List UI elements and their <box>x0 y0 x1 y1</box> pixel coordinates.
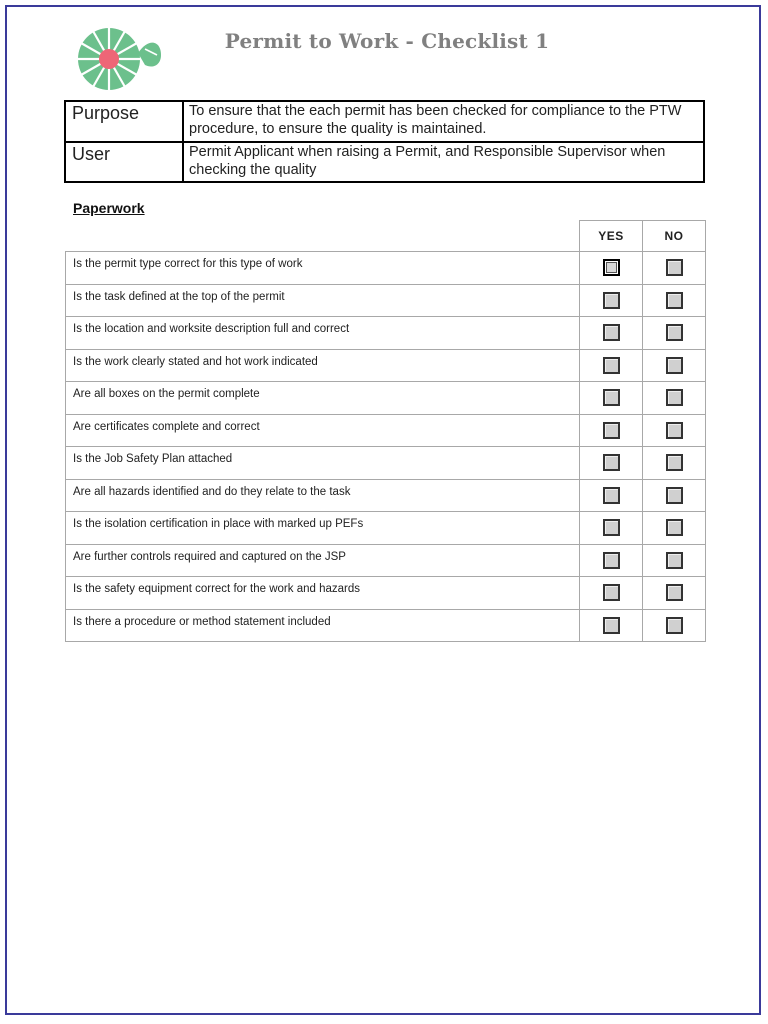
question-text: Is the permit type correct for this type of work <box>66 252 580 285</box>
yes-checkbox[interactable] <box>603 324 620 341</box>
question-text: Is the task defined at the top of the permit <box>66 284 580 317</box>
checklist-row <box>66 609 706 642</box>
yes-cell <box>580 544 643 577</box>
no-checkbox[interactable] <box>666 357 683 374</box>
document-page <box>5 5 761 1015</box>
no-checkbox[interactable] <box>666 487 683 504</box>
no-column-header: NO <box>643 221 706 252</box>
question-text: Is there a procedure or method statement included <box>66 609 580 642</box>
no-cell <box>643 382 706 415</box>
checklist-body <box>66 252 706 642</box>
checklist-row <box>66 252 706 285</box>
question-text: Is the safety equipment correct for the work and hazards <box>66 577 580 610</box>
question-text: Are further controls required and captured on the JSP <box>66 544 580 577</box>
purpose-row <box>65 101 704 142</box>
checklist-row <box>66 414 706 447</box>
no-cell <box>643 349 706 382</box>
yes-cell <box>580 252 643 285</box>
no-cell <box>643 317 706 350</box>
no-checkbox[interactable] <box>666 259 683 276</box>
yes-checkbox[interactable] <box>603 422 620 439</box>
yes-cell <box>580 382 643 415</box>
checklist-table <box>65 220 706 642</box>
info-table <box>64 100 705 183</box>
yes-checkbox[interactable] <box>603 389 620 406</box>
no-checkbox[interactable] <box>666 389 683 406</box>
checklist-row <box>66 284 706 317</box>
yes-cell <box>580 317 643 350</box>
question-text: Are all boxes on the permit complete <box>66 382 580 415</box>
no-checkbox[interactable] <box>666 292 683 309</box>
no-checkbox[interactable] <box>666 552 683 569</box>
user-row <box>65 142 704 182</box>
no-cell <box>643 544 706 577</box>
company-logo <box>71 21 161 93</box>
yes-column-header: YES <box>580 221 643 252</box>
yes-cell <box>580 284 643 317</box>
user-label: User <box>65 142 183 182</box>
user-text: Permit Applicant when raising a Permit, and Responsible Supervisor when checking the quality <box>183 142 704 182</box>
no-checkbox[interactable] <box>666 422 683 439</box>
no-cell <box>643 284 706 317</box>
yes-checkbox[interactable] <box>603 292 620 309</box>
question-text: Is the isolation certification in place with marked up PEFs <box>66 512 580 545</box>
yes-cell <box>580 577 643 610</box>
yes-cell <box>580 609 643 642</box>
checklist-row <box>66 382 706 415</box>
no-cell <box>643 479 706 512</box>
yes-cell <box>580 414 643 447</box>
no-cell <box>643 512 706 545</box>
no-cell <box>643 609 706 642</box>
question-text: Are certificates complete and correct <box>66 414 580 447</box>
yes-checkbox[interactable] <box>603 357 620 374</box>
question-text: Is the Job Safety Plan attached <box>66 447 580 480</box>
yes-cell <box>580 512 643 545</box>
no-cell <box>643 252 706 285</box>
yes-cell <box>580 479 643 512</box>
checklist-row <box>66 544 706 577</box>
no-checkbox[interactable] <box>666 584 683 601</box>
no-checkbox[interactable] <box>666 324 683 341</box>
checklist-row <box>66 479 706 512</box>
purpose-text: To ensure that the each permit has been checked for compliance to the PTW procedure, to ensure the quality is maintained. <box>183 101 704 142</box>
checklist-row <box>66 447 706 480</box>
yes-cell <box>580 447 643 480</box>
checklist-row <box>66 512 706 545</box>
yes-checkbox[interactable] <box>603 454 620 471</box>
yes-checkbox[interactable] <box>603 617 620 634</box>
question-column-header <box>66 221 580 252</box>
question-text: Is the location and worksite description full and correct <box>66 317 580 350</box>
yes-checkbox[interactable] <box>603 584 620 601</box>
no-checkbox[interactable] <box>666 519 683 536</box>
checklist-row <box>66 577 706 610</box>
yes-checkbox[interactable] <box>603 487 620 504</box>
section-heading-paperwork: Paperwork <box>73 200 145 216</box>
checklist-row <box>66 349 706 382</box>
yes-cell <box>580 349 643 382</box>
checklist-header-row <box>66 221 706 252</box>
question-text: Are all hazards identified and do they relate to the task <box>66 479 580 512</box>
yes-checkbox[interactable] <box>603 552 620 569</box>
no-checkbox[interactable] <box>666 454 683 471</box>
document-title: Permit to Work - Checklist 1 <box>224 29 550 53</box>
purpose-label: Purpose <box>65 101 183 142</box>
checklist-row <box>66 317 706 350</box>
no-cell <box>643 447 706 480</box>
yes-checkbox[interactable] <box>603 259 620 276</box>
question-text: Is the work clearly stated and hot work indicated <box>66 349 580 382</box>
no-cell <box>643 414 706 447</box>
no-checkbox[interactable] <box>666 617 683 634</box>
no-cell <box>643 577 706 610</box>
yes-checkbox[interactable] <box>603 519 620 536</box>
